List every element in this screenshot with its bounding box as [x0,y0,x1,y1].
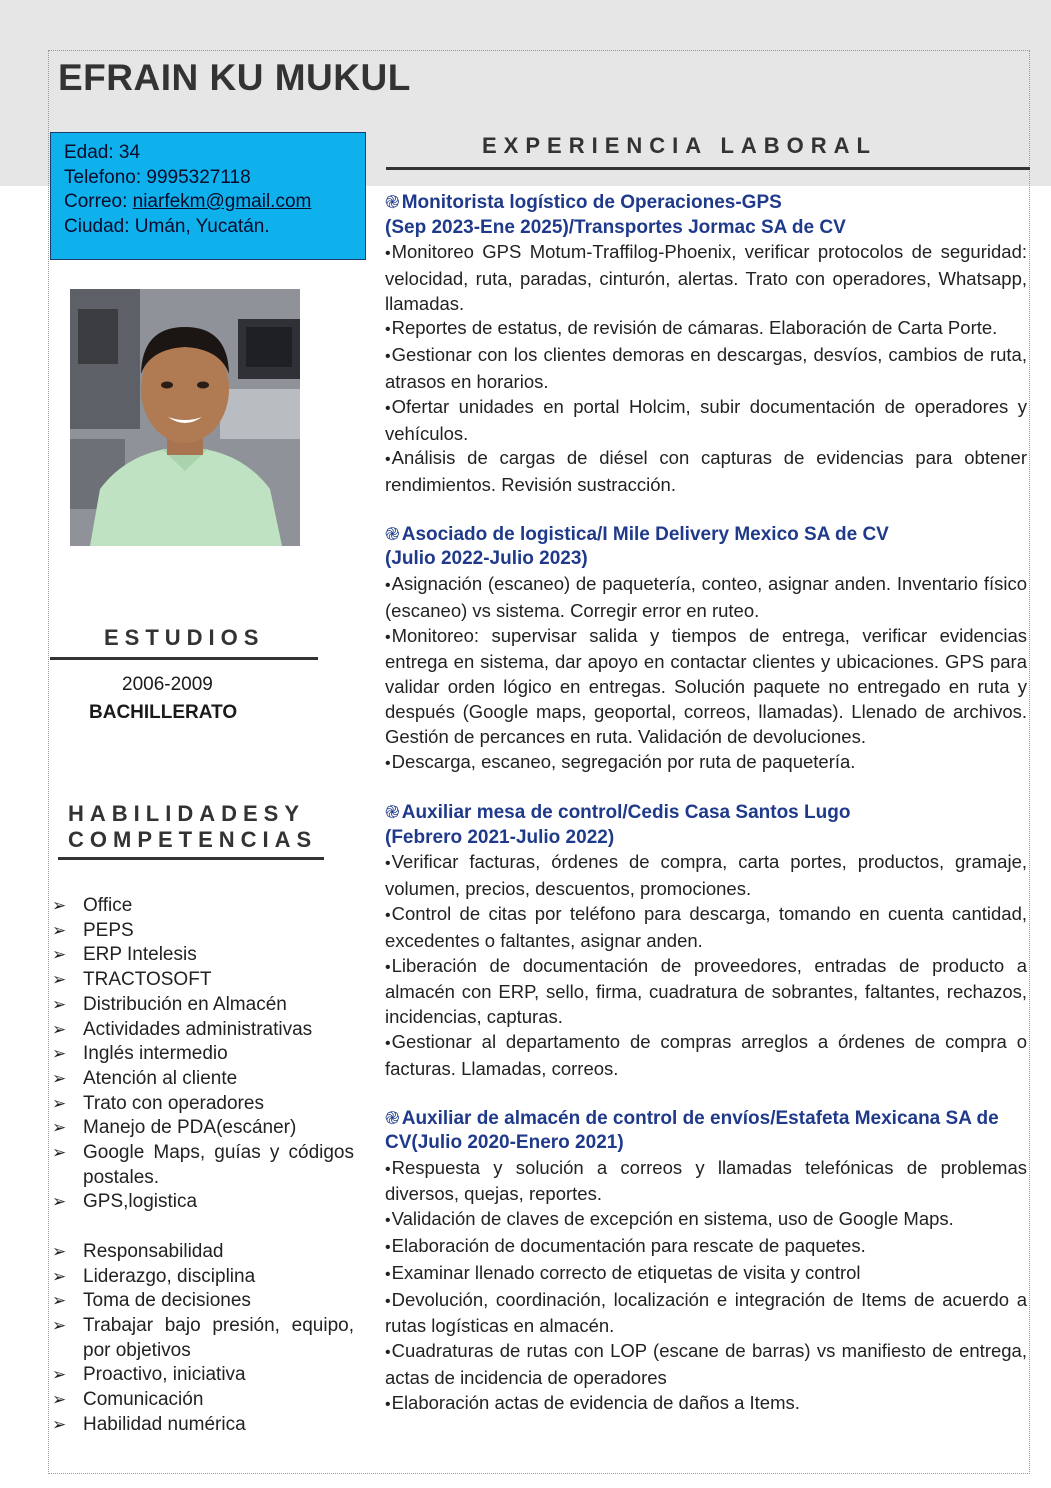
job-title: ֎ Auxiliar mesa de control/Cedis Casa Santos Lugo [385,802,851,824]
arrow-bullet-icon: ➢ [52,1143,67,1163]
profile-photo [70,289,300,546]
job-period: (Sep 2023-Ene 2025)/Transportes Jormac SA de CV [385,216,846,238]
skill-item: ➢ ERP Intelesis [52,943,354,968]
email-line [64,190,365,215]
soft-skill-item: ➢ Comunicación [52,1388,354,1413]
job-title: ֎ Monitorista logístico de Operaciones-GPS [385,192,782,213]
arrow-bullet-icon: ➢ [52,1414,67,1434]
arrow-bullet-icon: ➢ [52,945,67,965]
job-bullet: •Liberación de documentación de proveedores, entradas de producto a almacén con ERP, sello, firma, cuadratura de sobrantes, faltantes, rechazos, incidencias, capturas. [385,954,1027,1028]
job-bullet: •Ofertar unidades en portal Holcim, subir documentación de operadores y vehículos. [385,395,1027,444]
job-entry [385,190,1027,498]
skills-heading [68,801,317,853]
job-bullet: •Gestionar al departamento de compras arreglos a órdenes de compra o facturas. Llamadas, correos. [385,1030,1027,1079]
job-bullet: •Examinar llenado correcto de etiquetas de visita y control [385,1261,861,1283]
contact-box [50,132,366,260]
arrow-bullet-icon: ➢ [52,1291,67,1311]
candidate-name: EFRAIN KU MUKUL [58,57,411,98]
skill-item: ➢ TRACTOSOFT [52,968,354,993]
experience-heading: EXPERIENCIA LABORAL [482,133,877,158]
skill-item: ➢ PEPS [52,919,354,944]
job-bullet: •Análisis de cargas de diésel con capturas de evidencias para obtener rendimientos. Revisión sustracción. [385,447,1027,496]
skill-item: ➢ Distribución en Almacén [52,993,354,1018]
arrow-bullet-icon: ➢ [52,1266,67,1286]
wheel-icon: ֎ [385,802,400,823]
job-bullet: •Elaboración de documentación para rescate de paquetes. [385,1234,866,1256]
job-title: ֎ Asociado de logistica/I Mile Delivery Mexico SA de CV [385,523,889,545]
skills-heading-line1: HABILIDADESY [68,801,306,826]
skill-item: ➢ Manejo de PDA(escáner) [52,1116,354,1141]
arrow-bullet-icon: ➢ [52,1019,67,1039]
age: Edad: 34 [64,142,141,163]
skills-heading-line2: COMPETENCIAS [68,827,318,852]
job-bullet: •Respuesta y solución a correos y llamadas telefónicas de problemas diversos, quejas, reportes. [385,1156,1027,1205]
job-bullet: •Asignación (escaneo) de paquetería, conteo, asignar anden. Inventario físico (escaneo) vs sistema. Corregir error en ruteo. [385,572,1027,621]
job-entry [385,800,1027,1081]
job-entry [385,1106,1027,1418]
arrow-bullet-icon: ➢ [52,970,67,990]
job-period: (Julio 2022-Julio 2023) [385,548,588,570]
job-period: (Febrero 2021-Julio 2022) [385,826,615,848]
email-label: Correo: [64,191,133,212]
arrow-bullet-icon: ➢ [52,1390,67,1410]
city: Ciudad: Umán, Yucatán. [64,215,270,237]
job-bullet: •Descarga, escaneo, segregación por ruta de paquetería. [385,750,856,772]
experience-rule [386,167,1030,170]
job-bullet: •Verificar facturas, órdenes de compra, carta portes, productos, gramaje, volumen, precios, descuentos, promociones. [385,851,1027,900]
arrow-bullet-icon: ➢ [52,1044,67,1064]
email-link[interactable]: niarfekm@gmail.com [132,191,312,212]
job-bullet: •Reportes de estatus, de revisión de cámaras. Elaboración de Carta Porte. [385,317,998,339]
arrow-bullet-icon: ➢ [52,1118,67,1138]
soft-skill-item: ➢ Proactivo, iniciativa [52,1363,354,1388]
experience-list [385,190,1027,1441]
skills-list [52,894,354,1437]
skill-item: ➢ Office [52,894,354,919]
education-years: 2006-2009 [122,674,213,695]
job-bullet: •Control de citas por teléfono para descarga, tomando en cuenta cantidad, excedentes o faltantes, asignar anden. [385,902,1027,951]
education-degree: BACHILLERATO [89,702,238,723]
job-bullet: •Monitoreo GPS Motum-Traffilog-Phoenix, verificar protocolos de seguridad: velocidad, ruta, paradas, cinturón, alertas. Trato con operadores, Whatsapp, llamadas. [385,241,1027,314]
arrow-bullet-icon: ➢ [52,1315,67,1335]
arrow-bullet-icon: ➢ [52,1093,67,1113]
skill-item: ➢ GPS,logistica [52,1190,354,1215]
skill-item: ➢ Trato con operadores [52,1092,354,1117]
education-rule [50,657,318,660]
soft-skill-item: ➢ Responsabilidad [52,1240,354,1265]
wheel-icon: ֎ [385,192,400,212]
job-bullet: •Elaboración actas de evidencia de daños a Items. [385,1391,800,1413]
soft-skill-item: ➢ Habilidad numérica [52,1413,354,1438]
job-bullet: •Monitoreo: supervisar salida y tiempos de entrega, verificar evidencias entrega en sistema, dar apoyo en contactar clientes y ubicaciones. GPS para validar orden lógico en entregas. Solución paquete no entregado en ruta y después (Google maps, geoportal, correos, llamadas). Llenado de archivos. Gestión de percances en ruta. Validación de devoluciones. [385,624,1027,747]
soft-skill-item: ➢ Liderazgo, disciplina [52,1265,354,1290]
job-bullet: •Cuadraturas de rutas con LOP (escane de barras) vs manifiesto de entrega, actas de incidencia de operadores [385,1340,1027,1388]
job-entry [385,522,1027,776]
skills-rule [58,857,324,860]
phone: Telefono: 9995327118 [64,166,251,188]
arrow-bullet-icon: ➢ [52,1192,67,1212]
soft-skill-item: ➢ Toma de decisiones [52,1289,354,1314]
arrow-bullet-icon: ➢ [52,920,67,940]
arrow-bullet-icon: ➢ [52,1068,67,1088]
skill-item: ➢ Inglés intermedio [52,1042,354,1067]
arrow-bullet-icon: ➢ [52,896,67,915]
skill-item: ➢ Atención al cliente [52,1067,354,1092]
education-heading: ESTUDIOS [104,625,265,650]
job-bullet: •Devolución, coordinación, localización e integración de Items de acuerdo a rutas logísticas en almacén. [385,1288,1027,1337]
skill-item: ➢ Actividades administrativas [52,1018,354,1043]
arrow-bullet-icon: ➢ [52,1241,67,1261]
wheel-icon: ֎ [385,1107,400,1128]
skill-item: ➢ Google Maps, guías y códigos postales. [52,1142,354,1188]
wheel-icon: ֎ [385,523,400,544]
soft-skill-item: ➢ Trabajar bajo presión, equipo, por objetivos [52,1314,354,1361]
arrow-bullet-icon: ➢ [52,994,67,1014]
job-title: ֎ Auxiliar de almacén de control de envíos/Estafeta Mexicana SA de CV(Julio 2020-Enero 2021) [385,1107,999,1154]
job-bullet: •Gestionar con los clientes demoras en descargas, desvíos, cambios de ruta, atrasos en horarios. [385,344,1027,392]
job-bullet: •Validación de claves de excepción en sistema, uso de Google Maps. [385,1208,954,1230]
arrow-bullet-icon: ➢ [52,1365,67,1385]
